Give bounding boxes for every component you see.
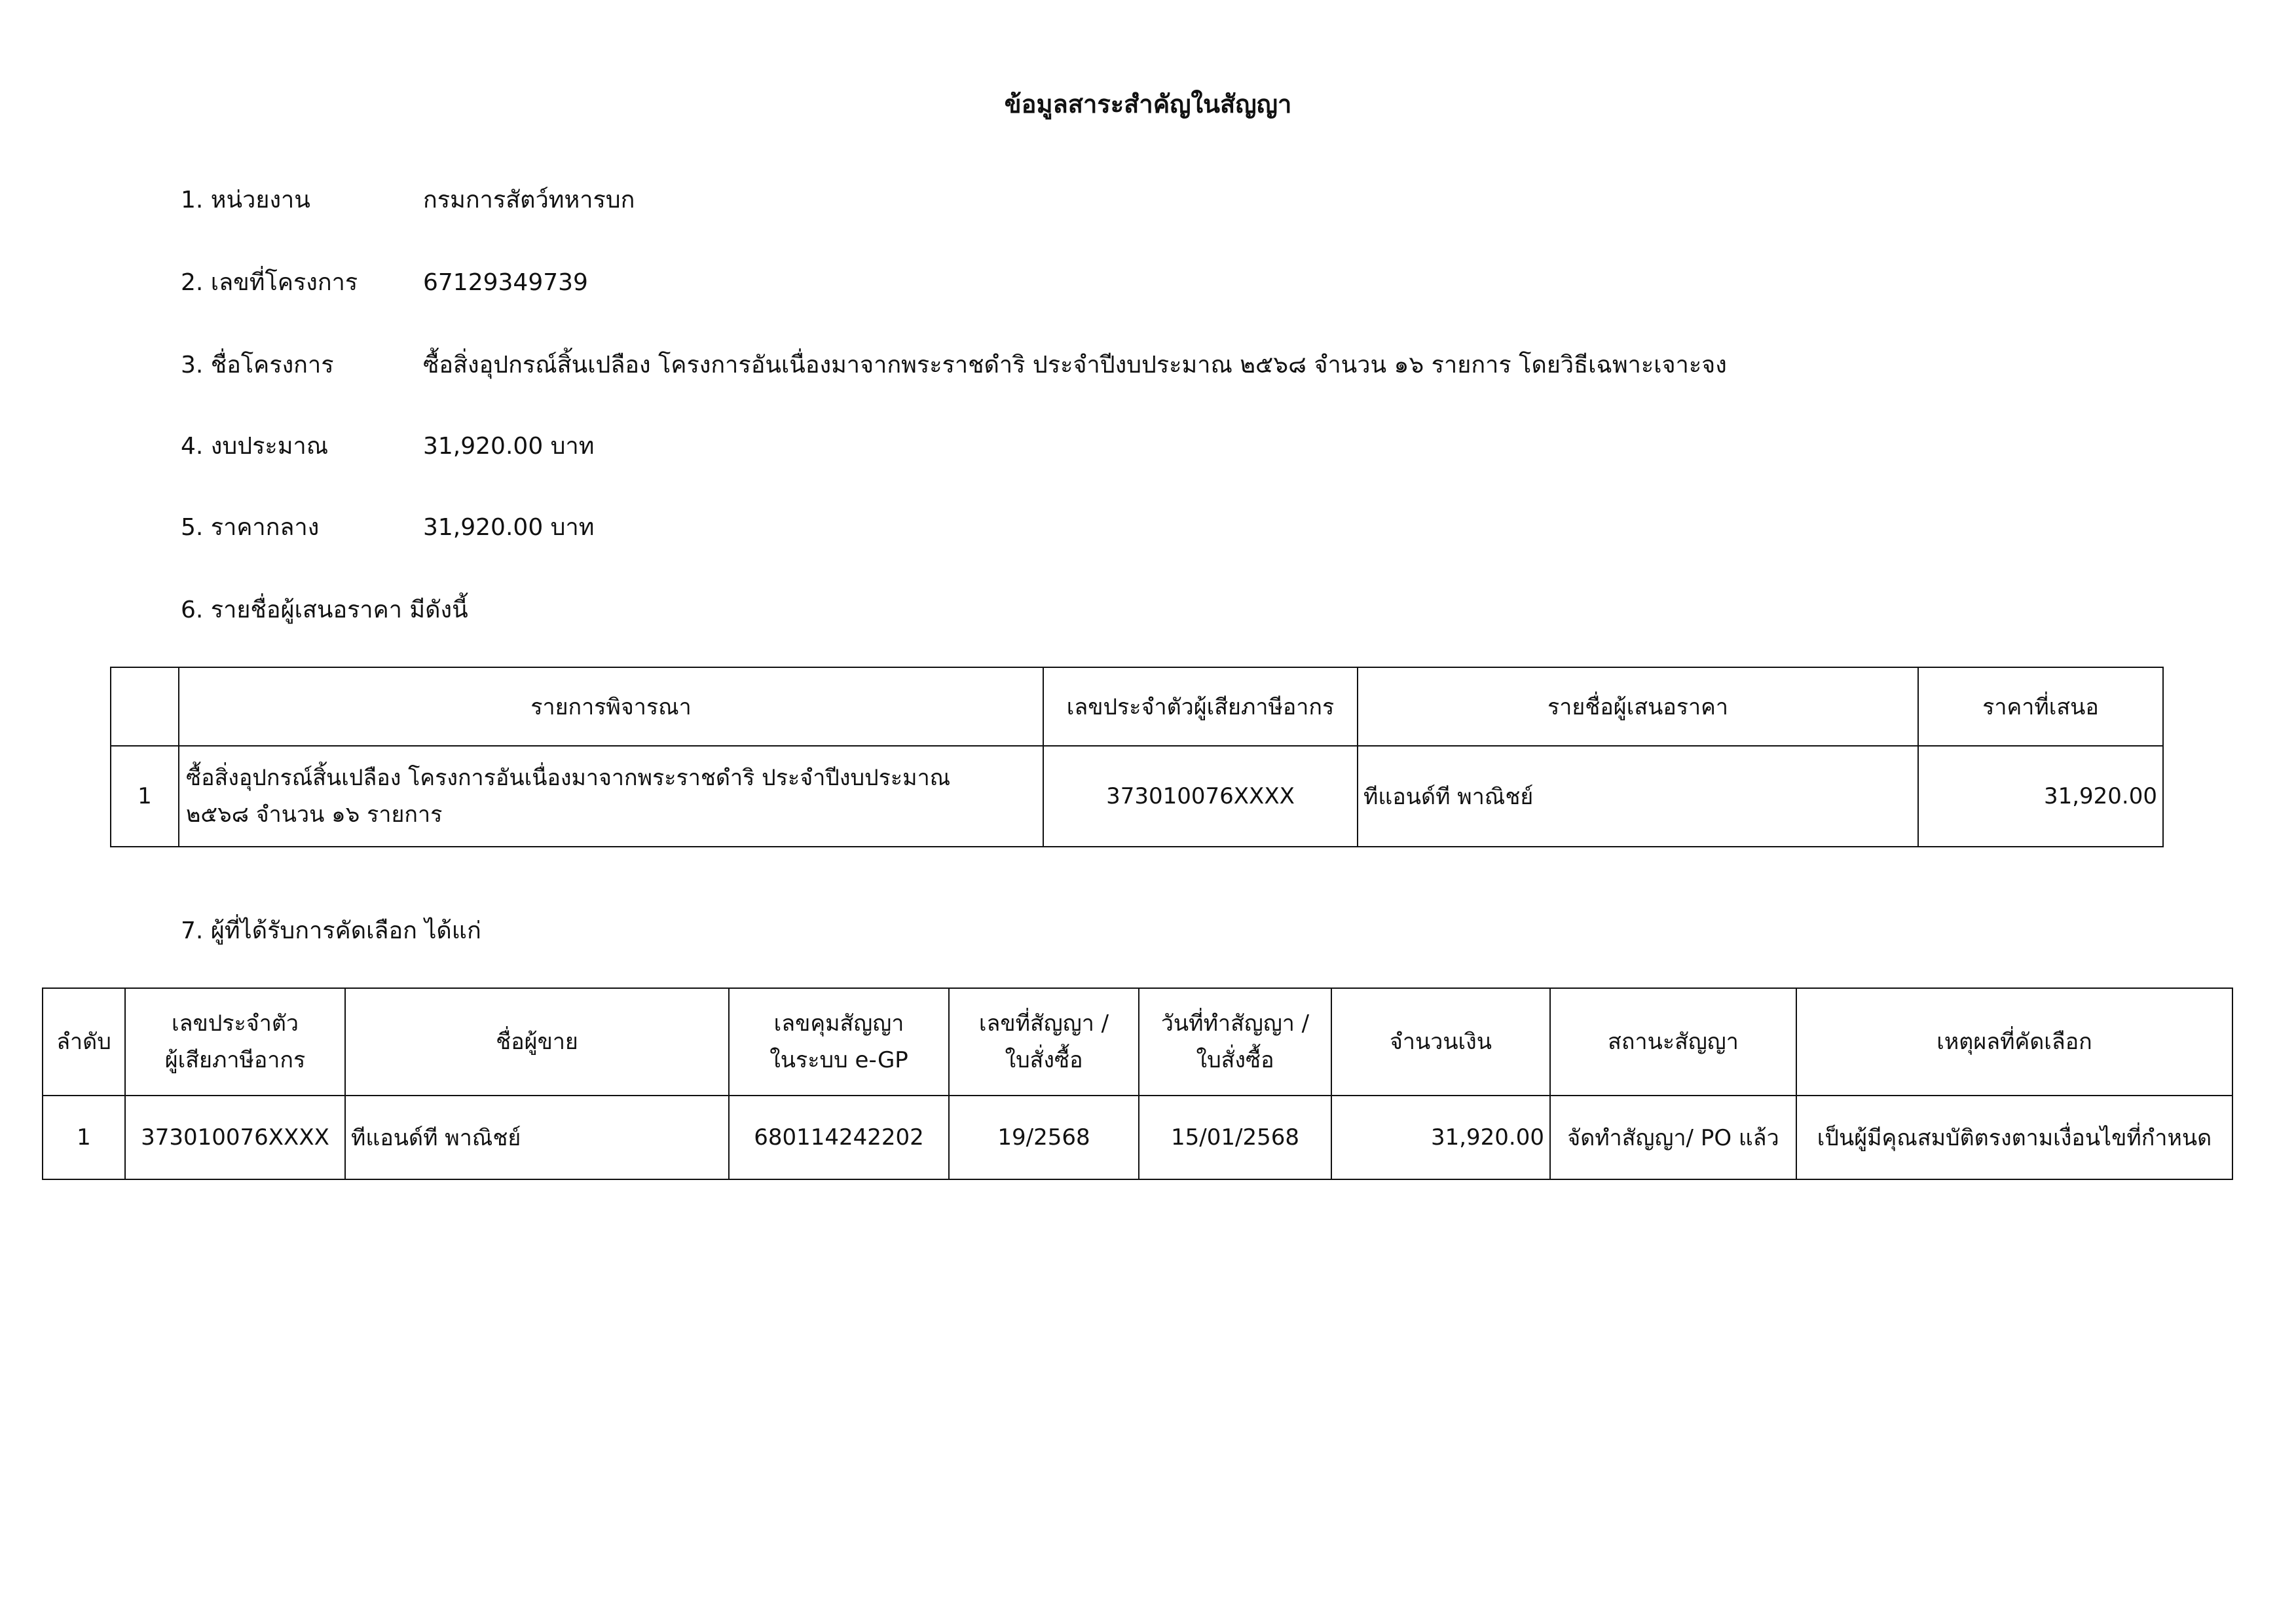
header-line: ในระบบ e-GP <box>769 1047 908 1073</box>
field-label: 1. หน่วยงาน <box>181 187 310 213</box>
cell-no: 1 <box>111 746 179 847</box>
cell-price: 31,920.00 <box>1918 746 2163 847</box>
cell-contract-number: 19/2568 <box>949 1096 1139 1179</box>
section-winners-heading: 7. ผู้ที่ได้รับการคัดเลือก ได้แก่ <box>181 917 481 944</box>
field-project-number <box>181 263 588 301</box>
column-header <box>1796 988 2232 1096</box>
winners-table <box>42 987 2233 1180</box>
cell-seller: ทีแอนด์ที พาณิชย์ <box>345 1096 729 1179</box>
field-value: 31,920.00 บาท <box>423 433 595 460</box>
cell-tax-id: 373010076XXXX <box>1043 746 1358 847</box>
cell-bidder: ทีแอนด์ที พาณิชย์ <box>1358 746 1918 847</box>
cell-egp-number: 680114242202 <box>729 1096 949 1179</box>
header-line: ลำดับ <box>56 1029 111 1055</box>
cell-item <box>179 746 1043 847</box>
field-agency <box>181 181 635 218</box>
table-header-row <box>43 988 2232 1096</box>
field-label: 3. ชื่อโครงการ <box>181 352 334 378</box>
column-header: เลขประจำตัวผู้เสียภาษีอากร <box>1043 667 1358 746</box>
header-line: ใบสั่งซื้อ <box>1196 1047 1274 1073</box>
column-header <box>1331 988 1550 1096</box>
header-line: เหตุผลที่คัดเลือก <box>1936 1029 2092 1055</box>
field-value: 31,920.00 บาท <box>423 514 595 541</box>
field-label: 2. เลขที่โครงการ <box>181 269 358 296</box>
cell-tax-id: 373010076XXXX <box>125 1096 345 1179</box>
bidders-table <box>110 667 2164 847</box>
field-value: ซื้อสิ่งอุปกรณ์สิ้นเปลือง โครงการอันเนื่องมาจากพระราชดำริ ประจำปีงบประมาณ ๒๕๖๘ จำนวน ๑๖ รายการ โดยวิธีเฉพาะเจาะจง <box>423 352 1727 378</box>
cell-item-line: ๒๕๖๘ จำนวน ๑๖ รายการ <box>186 802 443 828</box>
field-value: กรมการสัตว์ทหารบก <box>423 187 635 213</box>
cell-status: จัดทำสัญญา/ PO แล้ว <box>1550 1096 1796 1179</box>
document-title: ข้อมูลสาระสำคัญในสัญญา <box>1004 90 1292 119</box>
column-header: ราคาที่เสนอ <box>1918 667 2163 746</box>
header-line: ชื่อผู้ขาย <box>496 1029 578 1055</box>
header-line: ใบสั่งซื้อ <box>1005 1047 1083 1073</box>
table-header-row <box>111 667 2163 746</box>
cell-item-line: ซื้อสิ่งอุปกรณ์สิ้นเปลือง โครงการอันเนื่องมาจากพระราชดำริ ประจำปีงบประมาณ <box>186 765 951 791</box>
section-bidders-heading: 6. รายชื่อผู้เสนอราคา มีดังนี้ <box>181 597 468 623</box>
header-line: เลขที่สัญญา / <box>978 1010 1109 1037</box>
field-median-price <box>181 508 594 545</box>
field-label: 5. ราคากลาง <box>181 514 320 541</box>
column-header <box>729 988 949 1096</box>
column-header <box>111 667 179 746</box>
field-label: 4. งบประมาณ <box>181 433 329 460</box>
field-value: 67129349739 <box>423 269 588 296</box>
column-header <box>43 988 125 1096</box>
header-line: จำนวนเงิน <box>1389 1029 1492 1055</box>
column-header <box>1139 988 1331 1096</box>
header-line: วันที่ทำสัญญา / <box>1160 1010 1310 1037</box>
column-header <box>125 988 345 1096</box>
cell-reason: เป็นผู้มีคุณสมบัติตรงตามเงื่อนไขที่กำหนด <box>1796 1096 2232 1179</box>
table-row <box>43 1096 2232 1179</box>
field-budget <box>181 427 594 464</box>
cell-contract-date: 15/01/2568 <box>1139 1096 1331 1179</box>
cell-amount: 31,920.00 <box>1331 1096 1550 1179</box>
header-line: สถานะสัญญา <box>1608 1029 1739 1055</box>
header-line: ผู้เสียภาษีอากร <box>164 1047 306 1073</box>
header-line: เลขคุมสัญญา <box>773 1010 904 1037</box>
table-row <box>111 746 2163 847</box>
column-header <box>1550 988 1796 1096</box>
field-project-name <box>181 346 1727 383</box>
cell-no: 1 <box>43 1096 125 1179</box>
column-header <box>345 988 729 1096</box>
column-header <box>949 988 1139 1096</box>
header-line: เลขประจำตัว <box>172 1010 299 1037</box>
column-header: รายการพิจารณา <box>179 667 1043 746</box>
column-header: รายชื่อผู้เสนอราคา <box>1358 667 1918 746</box>
